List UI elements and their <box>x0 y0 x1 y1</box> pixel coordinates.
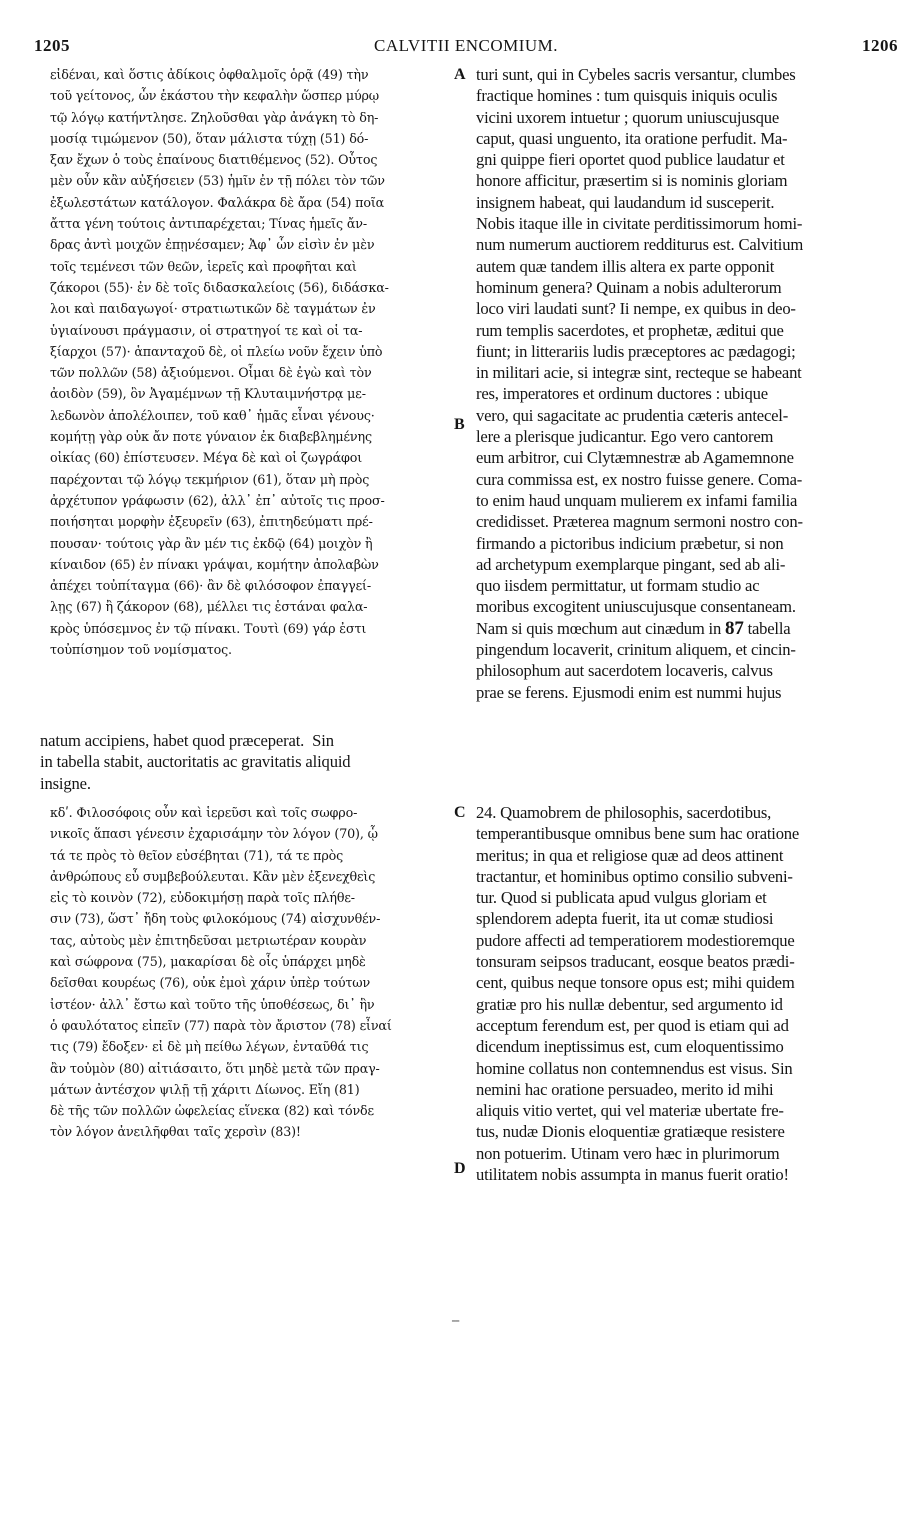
end-ornament: ━━ <box>452 1318 460 1325</box>
margin-letter-a: A <box>454 66 466 83</box>
latin-column-top-end: pingendum locaverit, crinitum aliquem, et cincin- philosophum aut sacerdotem locaveris, calvus prae se ferens. Ejusmodi enim est nummi hujus <box>476 640 796 702</box>
running-header <box>34 36 898 58</box>
latin-column-bottom: 24. Quamobrem de philosophis, sacerdotibus, temperantibusque omnibus bene sum hac oratione meritus; in qua et religiose quæ ad deos attinent tractantur, et hominibus optimo consilio subveni- tur. Quod si publicata apud vulgus gloriam et splendorem adepta fuerit, ita ut comæ studiosi pudore affecti ad temperatiorem modestioremque tonsuram seipsos traducant, eosque beatos prædi- cent, quibus neque tonsore opus est; mihi quidem gratiæ pro his nullæ debentur, sed argumento id acceptum ferendum est, per quod is etiam qui ad dicendum ineptissimus est, cum eloquentissimo homine collatus non contemnendus est visus. Sin nemini hac oratione persuadeo, merito id mihi aliquis vitio vertet, qui vel materiæ ubertate fre- tus, nudæ Dionis eloquentiæ gratiæque resistere non potuerim. Utinam vero hæc in plurimorum utilitatem nobis assumpta in manus fuerit oratio! <box>476 803 800 1185</box>
margin-letter-d: D <box>454 1160 466 1177</box>
margin-letter-b: B <box>454 416 465 433</box>
latin-line-text: Nam si quis mœchum aut cinædum in <box>476 618 726 638</box>
latin-migne-line <box>476 618 896 639</box>
migne-column-number: 87 <box>725 617 744 639</box>
full-width-passage: natum accipiens, habet quod præceperat. Sin in tabella stabit, auctoritatis ac gravitatis aliquid insigne. <box>40 731 351 793</box>
running-title: CALVITII ENCOMIUM. <box>373 36 559 55</box>
page-number-left: 1205 <box>34 36 70 55</box>
greek-column-top: εἰδέναι, καὶ ὅστις ἀδίκοις ὀφθαλμοῖς ὁρᾷ (49) τὴν τοῦ γείτονος, ὧν ἑκάστου τὴν κεφαλὴν ὥσπερ μύρῳ τῷ λόγῳ κατήντλησε. Ζηλοῦσθαι γὰρ ἀνάγκη τὸ δη- μοσίᾳ τιμώμενον (50), ὅταν μάλιστα τύχῃ (51) δό- ξαν ἔχων ὁ τοὺς ἐπαίνους διατιθέμενος (52). Οὗτος μὲν οὖν κἂν αὐξήσειεν (53) ἡμῖν ἐν τῇ πόλει τὸν τῶν ἐξωλεστάτων κατάλογον. Φαλάκρα δὲ ἄρα (54) ποῖα ἄττα γένη τούτοις ἀντιπαρέχεται; Τίνας ἡμεῖς ἄν- δρας ἀντὶ μοιχῶν ἐπῃνέσαμεν; Ἀφ᾽ ὧν εἰσὶν ἐν μὲν τοῖς τεμένεσι τῶν θεῶν, ἱερεῖς καὶ προφῆται καὶ ζάκοροι (55)· ἐν δὲ τοῖς διδασκαλείοις (56), διδάσκα- λοι καὶ παιδαγωγοί· στρατιωτικῶν δὲ ταγμάτων ἐν ὑγιαίνουσι πράγμασιν, οἱ στρατηγοί τε καὶ οἱ τα- ξίαρχοι (57)· ἁπανταχοῦ δὲ, οἱ πλείω νοῦν ἔχειν ὑπὸ τῶν πολλῶν (58) ἀξιούμενοι. Οἶμαι δὲ ἐγὼ καὶ τὸν ἀοιδὸν (59), ὃν Ἀγαμέμνων τῇ Κλυταιμνήστρᾳ με- λεδωνὸν ἀπολέλοιπεν, τοῦ καθ᾽ ἡμᾶς εἶναι γένους· κομήτῃ γὰρ οὐκ ἄν ποτε γύναιον ἐκ διαβεβλημένης οἰκίας (60) ἐπίστευσεν. Μέγα δὲ καὶ οἱ ζωγράφοι παρέχονται τῷ λόγῳ τεκμήριον (61), ὅταν μὴ πρὸς ἀρχέτυπον γράφωσιν (62), ἀλλ᾽ ἐπ᾽ αὐτοῖς τις προσ- ποιήσηται μορφὴν ἐξευρεῖν (63), ἐπιτηδεύματι πρέ- πουσαν· τούτοις γὰρ ἂν μέν τις ἐκδῷ (64) μοιχὸν ἢ κίναιδον (65) ἐν πίνακι γράψαι, κομήτην ἀπολαβὼν ἀπέχει τοὐπίταγμα (66)· ἂν δὲ φιλόσοφον ἐπαγγεί- λῃς (67) ἢ ζάκορον (68), μέλλει τις ἑστάναι φαλα- κρὸς ὑπόσεμνος ἐν τῷ πίνακι. Τουτὶ (69) γάρ ἐστι τοὐπίσημον τοῦ νομίσματος. <box>50 67 389 658</box>
margin-letter-c: C <box>454 804 466 821</box>
page-number-right: 1206 <box>862 36 898 55</box>
latin-line-text-suffix: tabella <box>743 618 791 638</box>
latin-column-top: turi sunt, qui in Cybeles sacris versantur, clumbes fractique homines : tum quisquis iniquis oculis vicini uxorem intuetur ; quorum uniuscujusque caput, quasi unguento, ita oratione perfudit. Ma- gni quippe fieri oportet quod publice laudatur et honore afficitur, præsertim si is nominis gloriam insignem habeat, qui laudandum id susceperit. Nobis itaque ille in civitate perditissimorum homi- num numerum auctiorem redditurus est. Calvitium autem quæ tandem illis altera ex parte opponit hominum genera? Quinam a nobis adulterorum loco viri laudati sunt? Ii nempe, ex quibus in deo- rum templis sacerdotes, et prophetæ, æditui que fiunt; in litterariis ludis præceptores ac pædagogi; in militari acie, si integræ sint, recteque se habeant res, imperatores et ordinum ductores : ubique vero, qui sagacitate ac prudentia cæteris antecel- lere a plerisque judicantur. Ego vero cantorem eum arbitror, cui Clytæmnestræ ab Agamemnone cura commissa est, ex nostro fuisse genere. Coma- to enim haud unquam mulierem ex infami familia credidisset. Præterea magnum sermoni nostro con- firmando a pictoribus indicium præbetur, si non ad archetypum exemplarque pingant, sed ab ali- quo iisdem permittatur, ut formam studio ac moribus excogitent uniuscujusque consentaneam. <box>476 65 804 617</box>
greek-column-bottom: κδʹ. Φιλοσόφοις οὖν καὶ ἱερεῦσι καὶ τοῖς σωφρο- νικοῖς ἅπασι γένεσιν ἐχαρισάμην τὸν λόγον (70), ᾧ τά τε πρὸς τὸ θεῖον εὐσέβηται (71), τά τε πρὸς ἀνθρώπους εὖ συμβεβούλευται. Κἂν μὲν ἐξενεχθεὶς εἰς τὸ κοινὸν (72), εὐδοκιμήσῃ παρὰ τοῖς πλήθε- σιν (73), ὥστ᾽ ἤδη τοὺς φιλοκόμους (74) αἰσχυνθέν- τας, αὐτοὺς μὲν ἐπιτηδεῦσαι μετριωτέραν κουρὰν καὶ σώφρονα (75), μακαρίσαι δὲ οἷς ὑπάρχει μηδὲ δεῖσθαι κουρέως (76), οὐκ ἐμοὶ χάριν ὑπὲρ τούτων ἰστέον· ἀλλ᾽ ἔστω καὶ τοῦτο τῆς ὑποθέσεως, δι᾽ ἣν ὁ φαυλότατος εἰπεῖν (77) παρὰ τὸν ἄριστον (78) εἶναί τις (79) ἔδοξεν· εἰ δὲ μὴ πείθω λέγων, ἐνταῦθά τις ἂν τοὐμὸν (80) αἰτιάσαιτο, ὅτι μηδὲ μετὰ τῶν πραγ- μάτων ἀντέσχον ψιλῇ τῇ χάριτι Δίωνος. Εἴη (81) δὲ τῆς τῶν πολλῶν ὠφελείας εἵνεκα (82) καὶ τόνδε τὸν λόγον ἀνειλῆφθαι ταῖς χερσὶν (83)! <box>50 805 392 1140</box>
